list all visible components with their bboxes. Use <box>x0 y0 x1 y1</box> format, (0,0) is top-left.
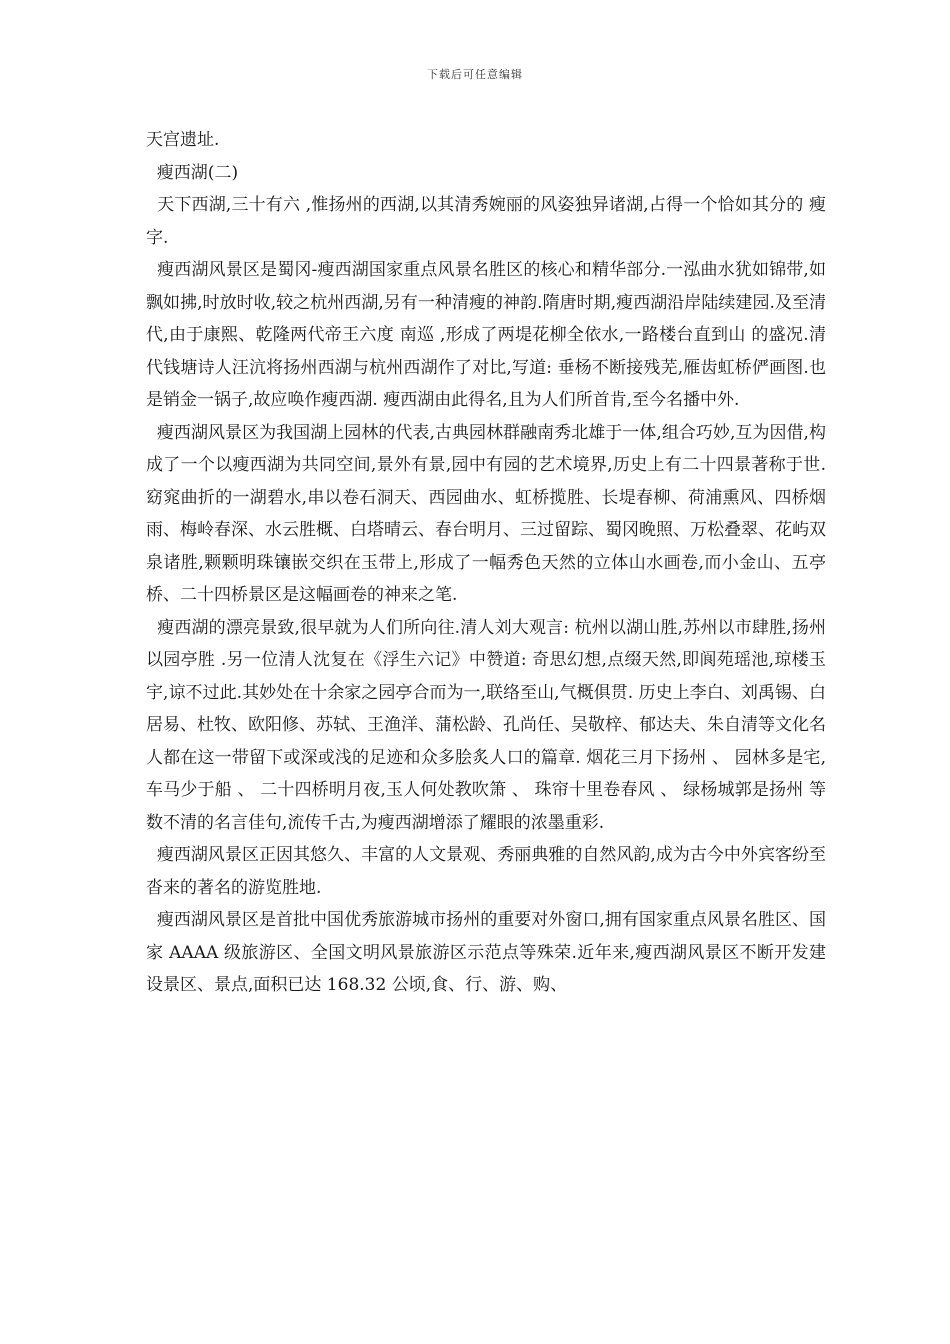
paragraph-history: 瘦西湖风景区是蜀冈-瘦西湖国家重点风景名胜区的核心和精华部分.一泓曲水犹如锦带,如飘如拂,时放时收,较之杭州西湖,另有一种清瘦的神韵.隋唐时期,瘦西湖沿岸陆续建园.及至清代,由于康熙、乾隆两代帝王六度 南巡 ,形成了两堤花柳全依水,一路楼台直到山 的盛况.清代钱塘诗人汪沆将扬州西湖与杭州西湖作了对比,写道: 垂杨不断接残芜,雁齿虹桥俨画图.也是销金一锅子,故应唤作瘦西湖. 瘦西湖由此得名,且为人们所首肯,至今名播中外. <box>146 260 826 410</box>
page-header: 下载后可任意编辑 <box>427 68 523 81</box>
paragraph-attraction: 瘦西湖风景区正因其悠久、丰富的人文景观、秀丽典雅的自然风韵,成为古今中外宾客纷至沓来的著名的游览胜地. <box>146 845 827 898</box>
paragraph-intro: 天下西湖,三十有六 ,惟扬州的西湖,以其清秀婉丽的风姿独异诸湖,占得一个恰如其分的 瘦 字. <box>146 195 832 248</box>
paragraph-literature: 瘦西湖的漂亮景致,很早就为人们所向往.清人刘大观言: 杭州以湖山胜,苏州以市肆胜,扬州以园亭胜 .另一位清人沈复在《浮生六记》中赞道: 奇思幻想,点缀天然,即阆苑瑶池,琼楼玉宇,谅不过此.其妙处在十余家之园亭合而为一,联络至山,气概俱贯. 历史上李白、刘禹锡、白居易、杜牧、欧阳修、苏轼、王渔洋、蒲松龄、孔尚任、吴敬梓、郁达夫、朱自清等文化名人都在这一带留下或深或浅的足迹和众多脍炙人口的篇章. 烟花三月下扬州 、 园林多是宅,车马少于船 、 二十四桥明月夜,玉人何处教吹箫 、 珠帘十里卷春风 、 绿杨城郭是扬州 等数不清的名言佳句,流传千古,为瘦西湖增添了耀眼的浓墨重彩. <box>146 617 826 833</box>
paragraph-scenery: 瘦西湖风景区为我国湖上园林的代表,古典园林群融南秀北雄于一体,组合巧妙,互为因借,构成了一个以瘦西湖为共同空间,景外有景,园中有园的艺术境界,历史上有二十四景著称于世.窈窕曲折的一湖碧水,串以卷石洞天、西园曲水、虹桥揽胜、长堤春柳、荷浦熏风、四桥烟雨、梅岭春深、水云胜概、白塔晴云、春台明月、三过留踪、蜀冈晚照、万松叠翠、花屿双泉诸胜,颗颗明珠镶嵌交织在玉带上,形成了一幅秀色天然的立体山水画卷,而小金山、五亭桥、二十四桥景区是这幅画卷的神来之笔. <box>146 422 826 605</box>
paragraph-tourism: 瘦西湖风景区是首批中国优秀旅游城市扬州的重要对外窗口,拥有国家重点风景名胜区、国家 AAAA 级旅游区、全国文明风景旅游区示范点等殊荣.近年来,瘦西湖风景区不断开发建设景区、景点,面积已达 168.32 公顷,食、行、游、购、 <box>146 910 827 995</box>
document-body <box>146 124 832 1002</box>
paragraph-continuation: 天宫遗址. <box>146 130 220 150</box>
section-title: 瘦西湖(二) <box>146 162 239 183</box>
